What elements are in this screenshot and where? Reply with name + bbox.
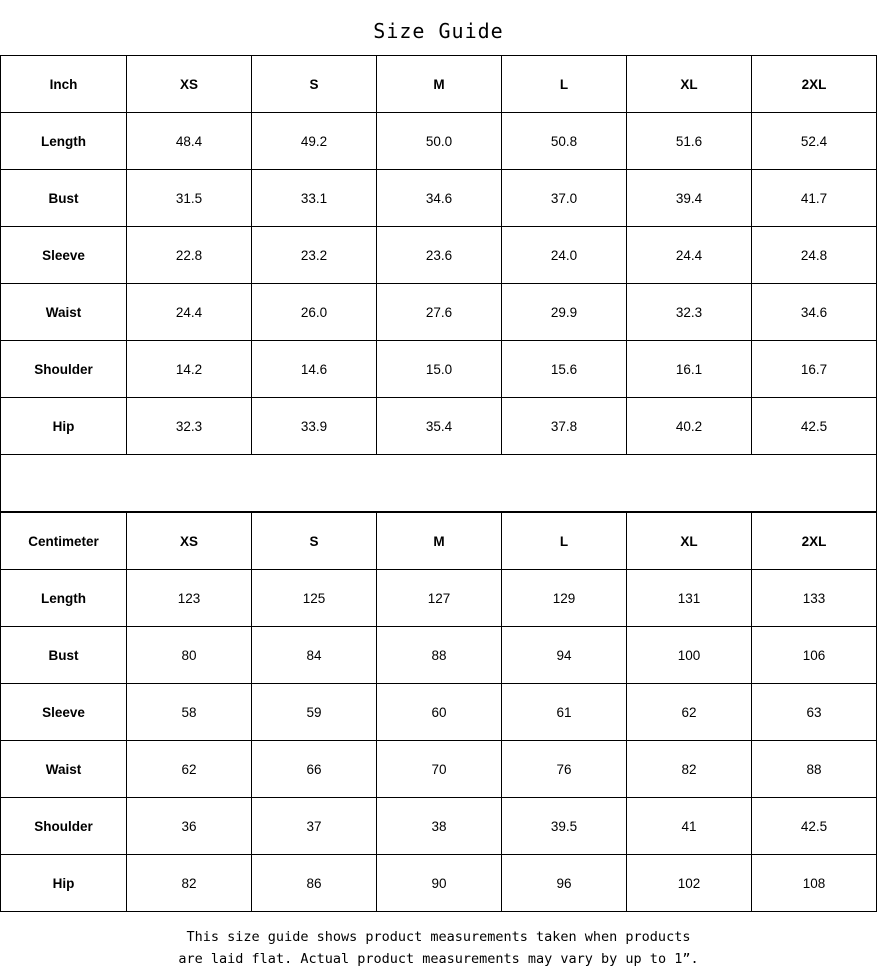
column-header-s: S bbox=[252, 513, 377, 570]
cell: 37.0 bbox=[502, 170, 627, 227]
cell: 60 bbox=[377, 684, 502, 741]
table-row bbox=[1, 627, 877, 684]
row-label-hip: Hip bbox=[1, 855, 127, 912]
cell: 37.8 bbox=[502, 398, 627, 455]
cell: 34.6 bbox=[377, 170, 502, 227]
cell: 42.5 bbox=[752, 398, 877, 455]
cell: 94 bbox=[502, 627, 627, 684]
column-header-s: S bbox=[252, 56, 377, 113]
cell: 131 bbox=[627, 570, 752, 627]
cell: 62 bbox=[627, 684, 752, 741]
table-header-row bbox=[1, 56, 877, 113]
cell: 63 bbox=[752, 684, 877, 741]
cell: 52.4 bbox=[752, 113, 877, 170]
row-label-length: Length bbox=[1, 113, 127, 170]
footer-note-line-1: This size guide shows product measurements taken when products bbox=[186, 929, 691, 945]
cell: 23.6 bbox=[377, 227, 502, 284]
cell: 123 bbox=[127, 570, 252, 627]
cell: 33.9 bbox=[252, 398, 377, 455]
cell: 33.1 bbox=[252, 170, 377, 227]
cell: 23.2 bbox=[252, 227, 377, 284]
cell: 24.0 bbox=[502, 227, 627, 284]
row-label-length: Length bbox=[1, 570, 127, 627]
column-header-xl: XL bbox=[627, 513, 752, 570]
cell: 16.7 bbox=[752, 341, 877, 398]
cell: 50.0 bbox=[377, 113, 502, 170]
row-label-shoulder: Shoulder bbox=[1, 341, 127, 398]
cell: 58 bbox=[127, 684, 252, 741]
cell: 39.4 bbox=[627, 170, 752, 227]
cell: 48.4 bbox=[127, 113, 252, 170]
cell: 96 bbox=[502, 855, 627, 912]
cell: 129 bbox=[502, 570, 627, 627]
column-header-xs: XS bbox=[127, 56, 252, 113]
row-label-sleeve: Sleeve bbox=[1, 684, 127, 741]
cell: 100 bbox=[627, 627, 752, 684]
row-label-waist: Waist bbox=[1, 741, 127, 798]
cell: 15.6 bbox=[502, 341, 627, 398]
row-label-bust: Bust bbox=[1, 170, 127, 227]
column-header-2xl: 2XL bbox=[752, 513, 877, 570]
cell: 15.0 bbox=[377, 341, 502, 398]
table-row bbox=[1, 284, 877, 341]
cell: 41 bbox=[627, 798, 752, 855]
cell: 24.4 bbox=[127, 284, 252, 341]
column-header-m: M bbox=[377, 513, 502, 570]
cell: 88 bbox=[752, 741, 877, 798]
column-header-l: L bbox=[502, 56, 627, 113]
footer-note-line-2: are laid flat. Actual product measurements may vary by up to 1”. bbox=[178, 951, 699, 967]
size-table-centimeter bbox=[0, 512, 877, 912]
cell: 29.9 bbox=[502, 284, 627, 341]
table-row bbox=[1, 684, 877, 741]
table-row bbox=[1, 227, 877, 284]
cell: 16.1 bbox=[627, 341, 752, 398]
cell: 125 bbox=[252, 570, 377, 627]
cell: 24.8 bbox=[752, 227, 877, 284]
table-row bbox=[1, 341, 877, 398]
cell: 133 bbox=[752, 570, 877, 627]
table-row bbox=[1, 113, 877, 170]
cell: 86 bbox=[252, 855, 377, 912]
cell: 35.4 bbox=[377, 398, 502, 455]
cell: 49.2 bbox=[252, 113, 377, 170]
cell: 82 bbox=[627, 741, 752, 798]
table-row bbox=[1, 170, 877, 227]
cell: 37 bbox=[252, 798, 377, 855]
table-row bbox=[1, 741, 877, 798]
cell: 38 bbox=[377, 798, 502, 855]
cell: 31.5 bbox=[127, 170, 252, 227]
cell: 50.8 bbox=[502, 113, 627, 170]
cell: 51.6 bbox=[627, 113, 752, 170]
cell: 22.8 bbox=[127, 227, 252, 284]
cell: 59 bbox=[252, 684, 377, 741]
cell: 62 bbox=[127, 741, 252, 798]
column-header-m: M bbox=[377, 56, 502, 113]
cell: 102 bbox=[627, 855, 752, 912]
table-row bbox=[1, 798, 877, 855]
cell: 106 bbox=[752, 627, 877, 684]
cell: 14.2 bbox=[127, 341, 252, 398]
column-header-l: L bbox=[502, 513, 627, 570]
spacer-cell bbox=[1, 455, 877, 512]
size-table-inch bbox=[0, 55, 877, 512]
row-label-bust: Bust bbox=[1, 627, 127, 684]
cell: 88 bbox=[377, 627, 502, 684]
unit-label-inch: Inch bbox=[1, 56, 127, 113]
cell: 42.5 bbox=[752, 798, 877, 855]
cell: 14.6 bbox=[252, 341, 377, 398]
cell: 61 bbox=[502, 684, 627, 741]
footer-note bbox=[0, 912, 877, 970]
cell: 26.0 bbox=[252, 284, 377, 341]
cell: 34.6 bbox=[752, 284, 877, 341]
row-label-shoulder: Shoulder bbox=[1, 798, 127, 855]
unit-label-centimeter: Centimeter bbox=[1, 513, 127, 570]
cell: 127 bbox=[377, 570, 502, 627]
cell: 41.7 bbox=[752, 170, 877, 227]
cell: 70 bbox=[377, 741, 502, 798]
table-spacer-row bbox=[1, 455, 877, 512]
cell: 36 bbox=[127, 798, 252, 855]
row-label-waist: Waist bbox=[1, 284, 127, 341]
row-label-sleeve: Sleeve bbox=[1, 227, 127, 284]
column-header-2xl: 2XL bbox=[752, 56, 877, 113]
cell: 84 bbox=[252, 627, 377, 684]
cell: 82 bbox=[127, 855, 252, 912]
cell: 80 bbox=[127, 627, 252, 684]
table-row bbox=[1, 855, 877, 912]
cell: 27.6 bbox=[377, 284, 502, 341]
cell: 40.2 bbox=[627, 398, 752, 455]
cell: 76 bbox=[502, 741, 627, 798]
row-label-hip: Hip bbox=[1, 398, 127, 455]
cell: 66 bbox=[252, 741, 377, 798]
cell: 32.3 bbox=[627, 284, 752, 341]
table-header-row bbox=[1, 513, 877, 570]
cell: 39.5 bbox=[502, 798, 627, 855]
cell: 108 bbox=[752, 855, 877, 912]
cell: 32.3 bbox=[127, 398, 252, 455]
cell: 90 bbox=[377, 855, 502, 912]
column-header-xs: XS bbox=[127, 513, 252, 570]
table-row bbox=[1, 570, 877, 627]
cell: 24.4 bbox=[627, 227, 752, 284]
column-header-xl: XL bbox=[627, 56, 752, 113]
page-title: Size Guide bbox=[373, 19, 504, 43]
table-row bbox=[1, 398, 877, 455]
